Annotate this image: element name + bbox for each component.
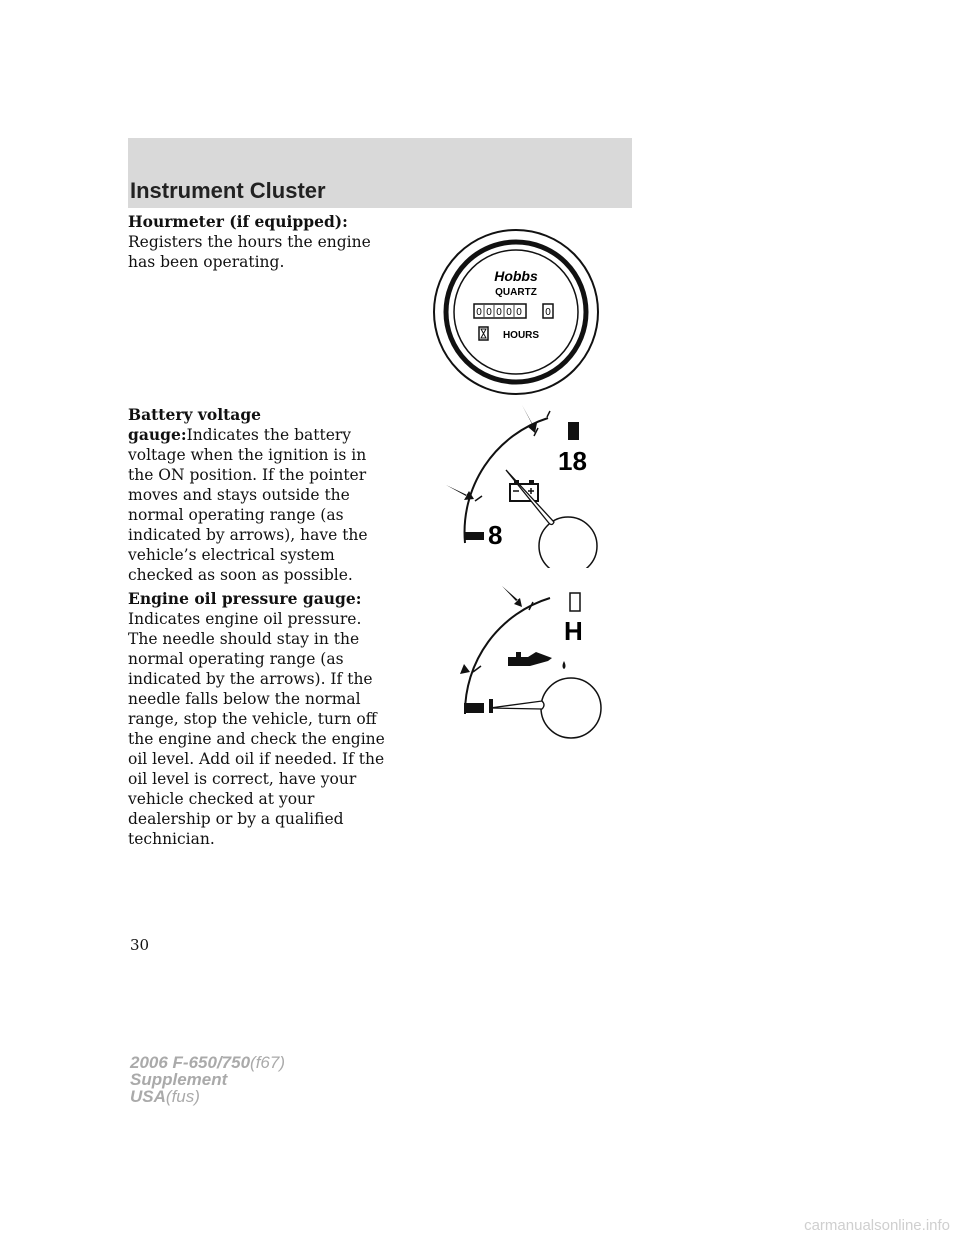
page-title: Instrument Cluster <box>130 178 326 203</box>
low-tick <box>489 699 493 713</box>
battery-voltage-gauge-illustration <box>440 398 620 568</box>
section-heading: Hourmeter (if equipped): <box>128 212 348 231</box>
section-body: Indicates engine oil pressure. The needle should stay in the normal operating range (as indicated by the arrows). If the needle falls below the normal range, stop the vehicle, turn off the engine and check the engine oil level. Add oil if needed. If the oil level is correct, have your vehicle checked at your dealership or by a qualified technician. <box>128 610 385 848</box>
hour-digit: 0 <box>516 307 522 318</box>
footer-model: 2006 F-650/750 <box>130 1053 251 1072</box>
quartz-text: QUARTZ <box>495 287 537 298</box>
hobbs-brand-text: Hobbs <box>494 268 538 284</box>
hour-digit: 0 <box>486 307 492 318</box>
low-marker <box>464 532 484 540</box>
section-body: Registers the hours the engine has been operating. <box>128 233 371 271</box>
low-marker <box>464 703 484 713</box>
oil-can-icon <box>508 652 566 669</box>
section-heading: Battery voltage gauge: <box>128 405 262 444</box>
hourmeter-illustration <box>432 228 600 396</box>
high-marker <box>568 422 579 440</box>
hours-label: HOURS <box>502 330 540 341</box>
needle-hub <box>539 517 597 568</box>
section-oil-pressure <box>128 589 386 849</box>
section-body: Indicates the battery voltage when the ignition is in the ON position. If the pointer moves and stays outside the normal operating range (as indicated by arrows), have the vehicle’s electrical system checked as soon as possible. <box>128 426 368 584</box>
watermark: carmanualsonline.info <box>804 1217 950 1234</box>
needle-hub <box>541 678 601 738</box>
page-number: 30 <box>130 936 150 954</box>
tenths-digit: 0 <box>545 307 551 318</box>
range-arrow-high-icon <box>502 586 522 607</box>
range-arrow-low-icon <box>446 485 474 500</box>
section-battery-voltage <box>128 405 386 585</box>
oil-pressure-gauge-illustration <box>440 586 620 756</box>
high-marker <box>570 593 580 611</box>
footer-market: USA <box>130 1087 166 1106</box>
section-heading: Engine oil pressure gauge: <box>128 589 362 608</box>
hour-digit: 0 <box>476 307 482 318</box>
max-label: 18 <box>558 446 587 476</box>
max-label: H <box>564 616 583 646</box>
document-footer <box>130 1054 285 1105</box>
hour-digit: 0 <box>496 307 502 318</box>
min-label: 8 <box>488 520 503 550</box>
gauge-needle <box>490 701 544 709</box>
hour-digit: 0 <box>506 307 512 318</box>
footer-model-code: (f67) <box>250 1053 286 1072</box>
footer-supplement: Supplement <box>130 1070 228 1089</box>
range-arrow-low-icon <box>442 660 470 674</box>
footer-market-code: (fus) <box>165 1087 200 1106</box>
section-hourmeter <box>128 212 386 272</box>
